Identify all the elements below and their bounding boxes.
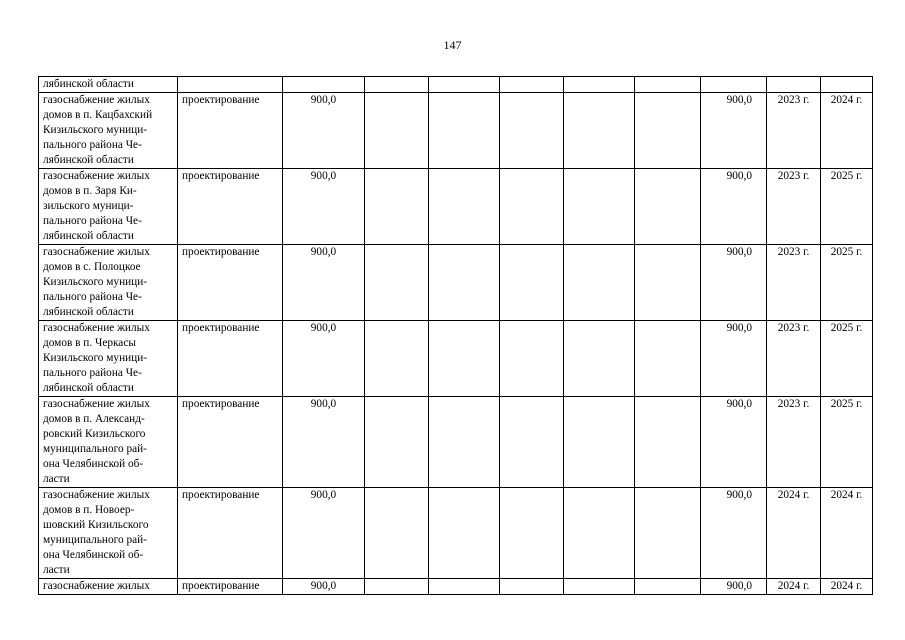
object-name-line: домов в п. Кацбахский [43, 109, 153, 121]
table-row [39, 397, 873, 488]
empty-cell [429, 579, 500, 595]
object-name-line: пального района Че- [43, 291, 142, 303]
empty-cell [564, 245, 635, 321]
amount-cell: 900,0 [283, 321, 365, 397]
empty-cell [500, 321, 564, 397]
empty-cell [564, 397, 635, 488]
work-type-cell: проектирование [178, 321, 283, 397]
empty-cell [564, 579, 635, 595]
end-year-cell: 2025 г. [821, 245, 873, 321]
work-type-cell: проектирование [178, 488, 283, 579]
table-row [39, 321, 873, 397]
empty-cell [500, 397, 564, 488]
total-amount-cell: 900,0 [701, 397, 767, 488]
empty-cell [635, 169, 701, 245]
start-year-cell: 2024 г. [767, 488, 821, 579]
object-name-line: она Челябинской об- [43, 458, 144, 470]
object-name-line: зильского муници- [43, 200, 134, 212]
start-year-cell: 2023 г. [767, 321, 821, 397]
total-amount-cell: 900,0 [701, 169, 767, 245]
object-name-line: домов в п. Черкасы [43, 337, 136, 349]
end-year-cell: 2025 г. [821, 321, 873, 397]
empty-cell [500, 169, 564, 245]
object-name-line: лябинской области [43, 230, 134, 242]
amount-cell: 900,0 [283, 245, 365, 321]
empty-cell [500, 93, 564, 169]
table-row [39, 169, 873, 245]
work-type-cell: проектирование [178, 397, 283, 488]
object-name-line: она Челябинской об- [43, 549, 144, 561]
page-number: 147 [443, 38, 462, 52]
amount-cell: 900,0 [283, 169, 365, 245]
empty-cell [500, 579, 564, 595]
empty-cell [429, 245, 500, 321]
object-name-line: Кизильского муници- [43, 276, 148, 288]
object-name-line: лябинской области [43, 382, 134, 394]
empty-cell [635, 77, 701, 93]
empty-cell [365, 77, 429, 93]
table-row [39, 488, 873, 579]
empty-cell [635, 245, 701, 321]
object-name-cell [39, 93, 178, 169]
end-year-cell: 2025 г. [821, 397, 873, 488]
empty-cell [564, 488, 635, 579]
empty-cell [429, 397, 500, 488]
object-name-line: газоснабжение жилых [43, 94, 150, 106]
object-name-line: газоснабжение жилых [43, 170, 150, 182]
empty-cell [365, 93, 429, 169]
object-name-cell [39, 77, 178, 93]
empty-cell [500, 245, 564, 321]
empty-cell [429, 488, 500, 579]
object-name-line: ровский Кизильского [43, 428, 146, 440]
object-name-line: пального района Че- [43, 139, 142, 151]
object-name-cell [39, 245, 178, 321]
amount-cell: 900,0 [283, 488, 365, 579]
table-row [39, 579, 873, 595]
budget-table [38, 76, 873, 595]
empty-cell [635, 579, 701, 595]
object-name-cell [39, 169, 178, 245]
object-name-line: домов в с. Полоцкое [43, 261, 141, 273]
object-name-cell [39, 488, 178, 579]
total-amount-cell: 900,0 [701, 93, 767, 169]
start-year-cell [767, 77, 821, 93]
work-type-cell: проектирование [178, 579, 283, 595]
object-name-line: газоснабжение жилых [43, 580, 150, 592]
object-name-line: газоснабжение жилых [43, 398, 150, 410]
empty-cell [365, 397, 429, 488]
empty-cell [365, 169, 429, 245]
amount-cell: 900,0 [283, 579, 365, 595]
work-type-cell [178, 77, 283, 93]
object-name-cell [39, 321, 178, 397]
object-name-line: домов в п. Александ- [43, 413, 145, 425]
object-name-line: муниципального рай- [43, 534, 147, 546]
empty-cell [365, 245, 429, 321]
start-year-cell: 2023 г. [767, 169, 821, 245]
empty-cell [635, 321, 701, 397]
end-year-cell [821, 77, 873, 93]
amount-cell: 900,0 [283, 397, 365, 488]
amount-cell [283, 77, 365, 93]
total-amount-cell: 900,0 [701, 579, 767, 595]
object-name-cell [39, 579, 178, 595]
empty-cell [564, 321, 635, 397]
table-row [39, 77, 873, 93]
total-amount-cell: 900,0 [701, 245, 767, 321]
object-name-line: газоснабжение жилых [43, 322, 150, 334]
object-name-line: домов в п. Заря Ки- [43, 185, 137, 197]
empty-cell [564, 169, 635, 245]
empty-cell [500, 77, 564, 93]
empty-cell [429, 93, 500, 169]
start-year-cell: 2023 г. [767, 397, 821, 488]
end-year-cell: 2024 г. [821, 488, 873, 579]
total-amount-cell: 900,0 [701, 488, 767, 579]
table-row [39, 245, 873, 321]
empty-cell [429, 321, 500, 397]
start-year-cell: 2023 г. [767, 93, 821, 169]
empty-cell [635, 488, 701, 579]
empty-cell [365, 579, 429, 595]
object-name-line: Кизильского муници- [43, 124, 148, 136]
object-name-line: ласти [43, 564, 70, 576]
start-year-cell: 2024 г. [767, 579, 821, 595]
object-name-line: муниципального рай- [43, 443, 147, 455]
amount-cell: 900,0 [283, 93, 365, 169]
work-type-cell: проектирование [178, 169, 283, 245]
empty-cell [429, 77, 500, 93]
object-name-line: пального района Че- [43, 367, 142, 379]
object-name-line: шовский Кизильского [43, 519, 149, 531]
object-name-line: лябинской области [43, 154, 134, 166]
work-type-cell: проектирование [178, 93, 283, 169]
end-year-cell: 2024 г. [821, 93, 873, 169]
empty-cell [564, 93, 635, 169]
object-name-cell [39, 397, 178, 488]
object-name-line: пального района Че- [43, 215, 142, 227]
empty-cell [635, 397, 701, 488]
table-row [39, 93, 873, 169]
total-amount-cell: 900,0 [701, 321, 767, 397]
end-year-cell: 2025 г. [821, 169, 873, 245]
empty-cell [500, 488, 564, 579]
object-name-line: Кизильского муници- [43, 352, 148, 364]
empty-cell [365, 321, 429, 397]
object-name-line: домов в п. Новоер- [43, 504, 135, 516]
start-year-cell: 2023 г. [767, 245, 821, 321]
work-type-cell: проектирование [178, 245, 283, 321]
empty-cell [429, 169, 500, 245]
empty-cell [365, 488, 429, 579]
object-name-line: газоснабжение жилых [43, 489, 150, 501]
object-name-line: ласти [43, 473, 70, 485]
object-name-line: газоснабжение жилых [43, 246, 150, 258]
object-name-line: лябинской области [43, 78, 134, 90]
empty-cell [635, 93, 701, 169]
total-amount-cell [701, 77, 767, 93]
end-year-cell: 2024 г. [821, 579, 873, 595]
object-name-line: лябинской области [43, 306, 134, 318]
empty-cell [564, 77, 635, 93]
